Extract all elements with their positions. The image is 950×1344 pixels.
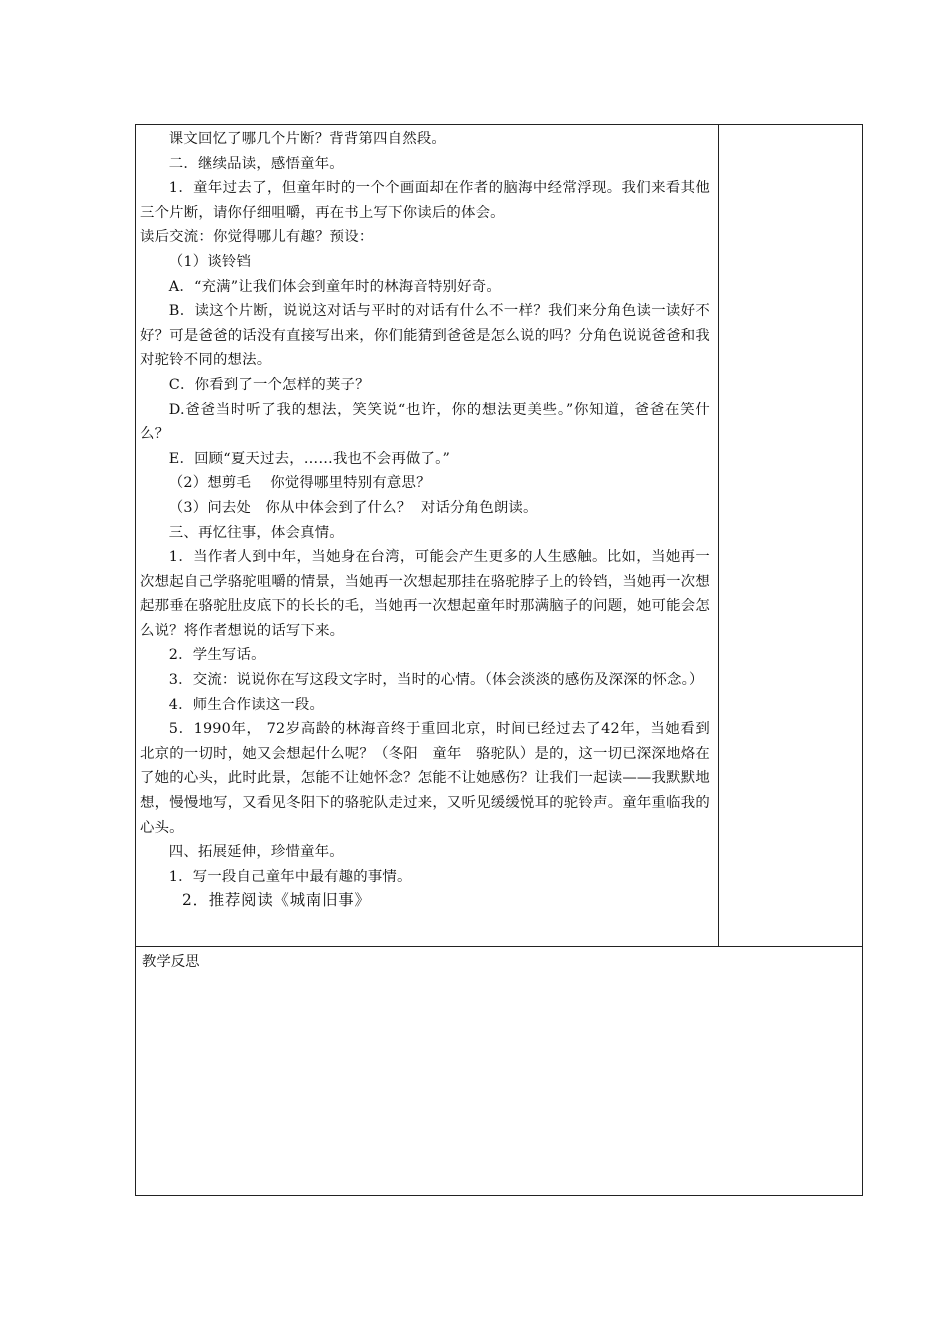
- section-heading: 二．继续品读，感悟童年。: [168, 155, 344, 172]
- paragraph: 5．1990年， 72岁高龄的林海音终于重回北京，时间已经过去了42年，当她看到北京的一切时，她又会想起什么呢？（冬阳 童年 骆驼队）是的，这一切已深深地烙在了她的心头，此时此景，怎能不让她怀念？怎能不让她感伤？让我们一起读——我默默地想，慢慢地写，又看见冬阳下的骆驼队走过来，又听见缓缓悦耳的驼铃声。童年重临我的心头。: [140, 721, 710, 836]
- section-heading: 三、再忆往事，体会真情。: [168, 524, 344, 541]
- paragraph: 课文回忆了哪几个片断？背背第四自然段。: [168, 131, 447, 147]
- notes-cell: [719, 125, 862, 946]
- paragraph: C．你看到了一个怎样的荚子？: [168, 376, 370, 393]
- paragraph: （1）谈铃铛: [168, 253, 252, 270]
- content-row: [136, 125, 862, 947]
- paragraph-recommended-reading: 2．推荐阅读《城南旧事》: [182, 891, 371, 910]
- paragraph: A．“充满”让我们体会到童年时的林海音特别好奇。: [168, 278, 501, 295]
- lesson-plan-table: [135, 124, 863, 1196]
- reflection-row: [136, 947, 862, 1195]
- paragraph: E．回顾“夏天过去，……我也不会再做了。”: [168, 450, 451, 467]
- paragraph: 1．写一段自己童年中最有趣的事情。: [168, 868, 412, 885]
- paragraph: （3）问去处 你从中体会到了什么？ 对话分角色朗读。: [168, 499, 538, 516]
- lesson-content-cell: [136, 125, 719, 946]
- paragraph: 1．当作者人到中年，当她身在台湾，可能会产生更多的人生感触。比如，当她再一次想起自己学骆驼咀嚼的情景，当她再一次想起那挂在骆驼脖子上的铃铛，当她再一次想起那垂在骆驼肚皮底下的长长的毛，当她再一次想起童年时那满脑子的问题，她可能会怎么说？将作者想说的话写下来。: [140, 549, 710, 639]
- paragraph: B．读这个片断，说说这对话与平时的对话有什么不一样？我们来分角色读一读好不好？可是爸爸的话没有直接写出来，你们能猜到爸爸是怎么说的吗？分角色说说爸爸和我对驼铃不同的想法。: [140, 303, 710, 369]
- section-heading: 四、拓展延伸，珍惜童年。: [168, 844, 344, 861]
- paragraph: 3．交流：说说你在写这段文字时，当时的心情。（体会淡淡的感伤及深深的怀念。）: [168, 672, 704, 689]
- paragraph: 4．师生合作读这一段。: [168, 696, 325, 713]
- paragraph: （2）想剪毛 你觉得哪里特别有意思？: [168, 475, 431, 492]
- paragraph: 1．童年过去了，但童年时的一个个画面却在作者的脑海中经常浮现。我们来看其他三个片断，请你仔细咀嚼，再在书上写下你读后的体会。: [140, 180, 710, 221]
- reflection-label: 教学反思: [142, 954, 200, 970]
- paragraph: 读后交流：你觉得哪儿有趣？预设：: [140, 229, 374, 246]
- paragraph: 2．学生写话。: [168, 647, 266, 664]
- paragraph: D.爸爸当时听了我的想法，笑笑说“也许，你的想法更美些。”你知道，爸爸在笑什么？: [140, 401, 710, 443]
